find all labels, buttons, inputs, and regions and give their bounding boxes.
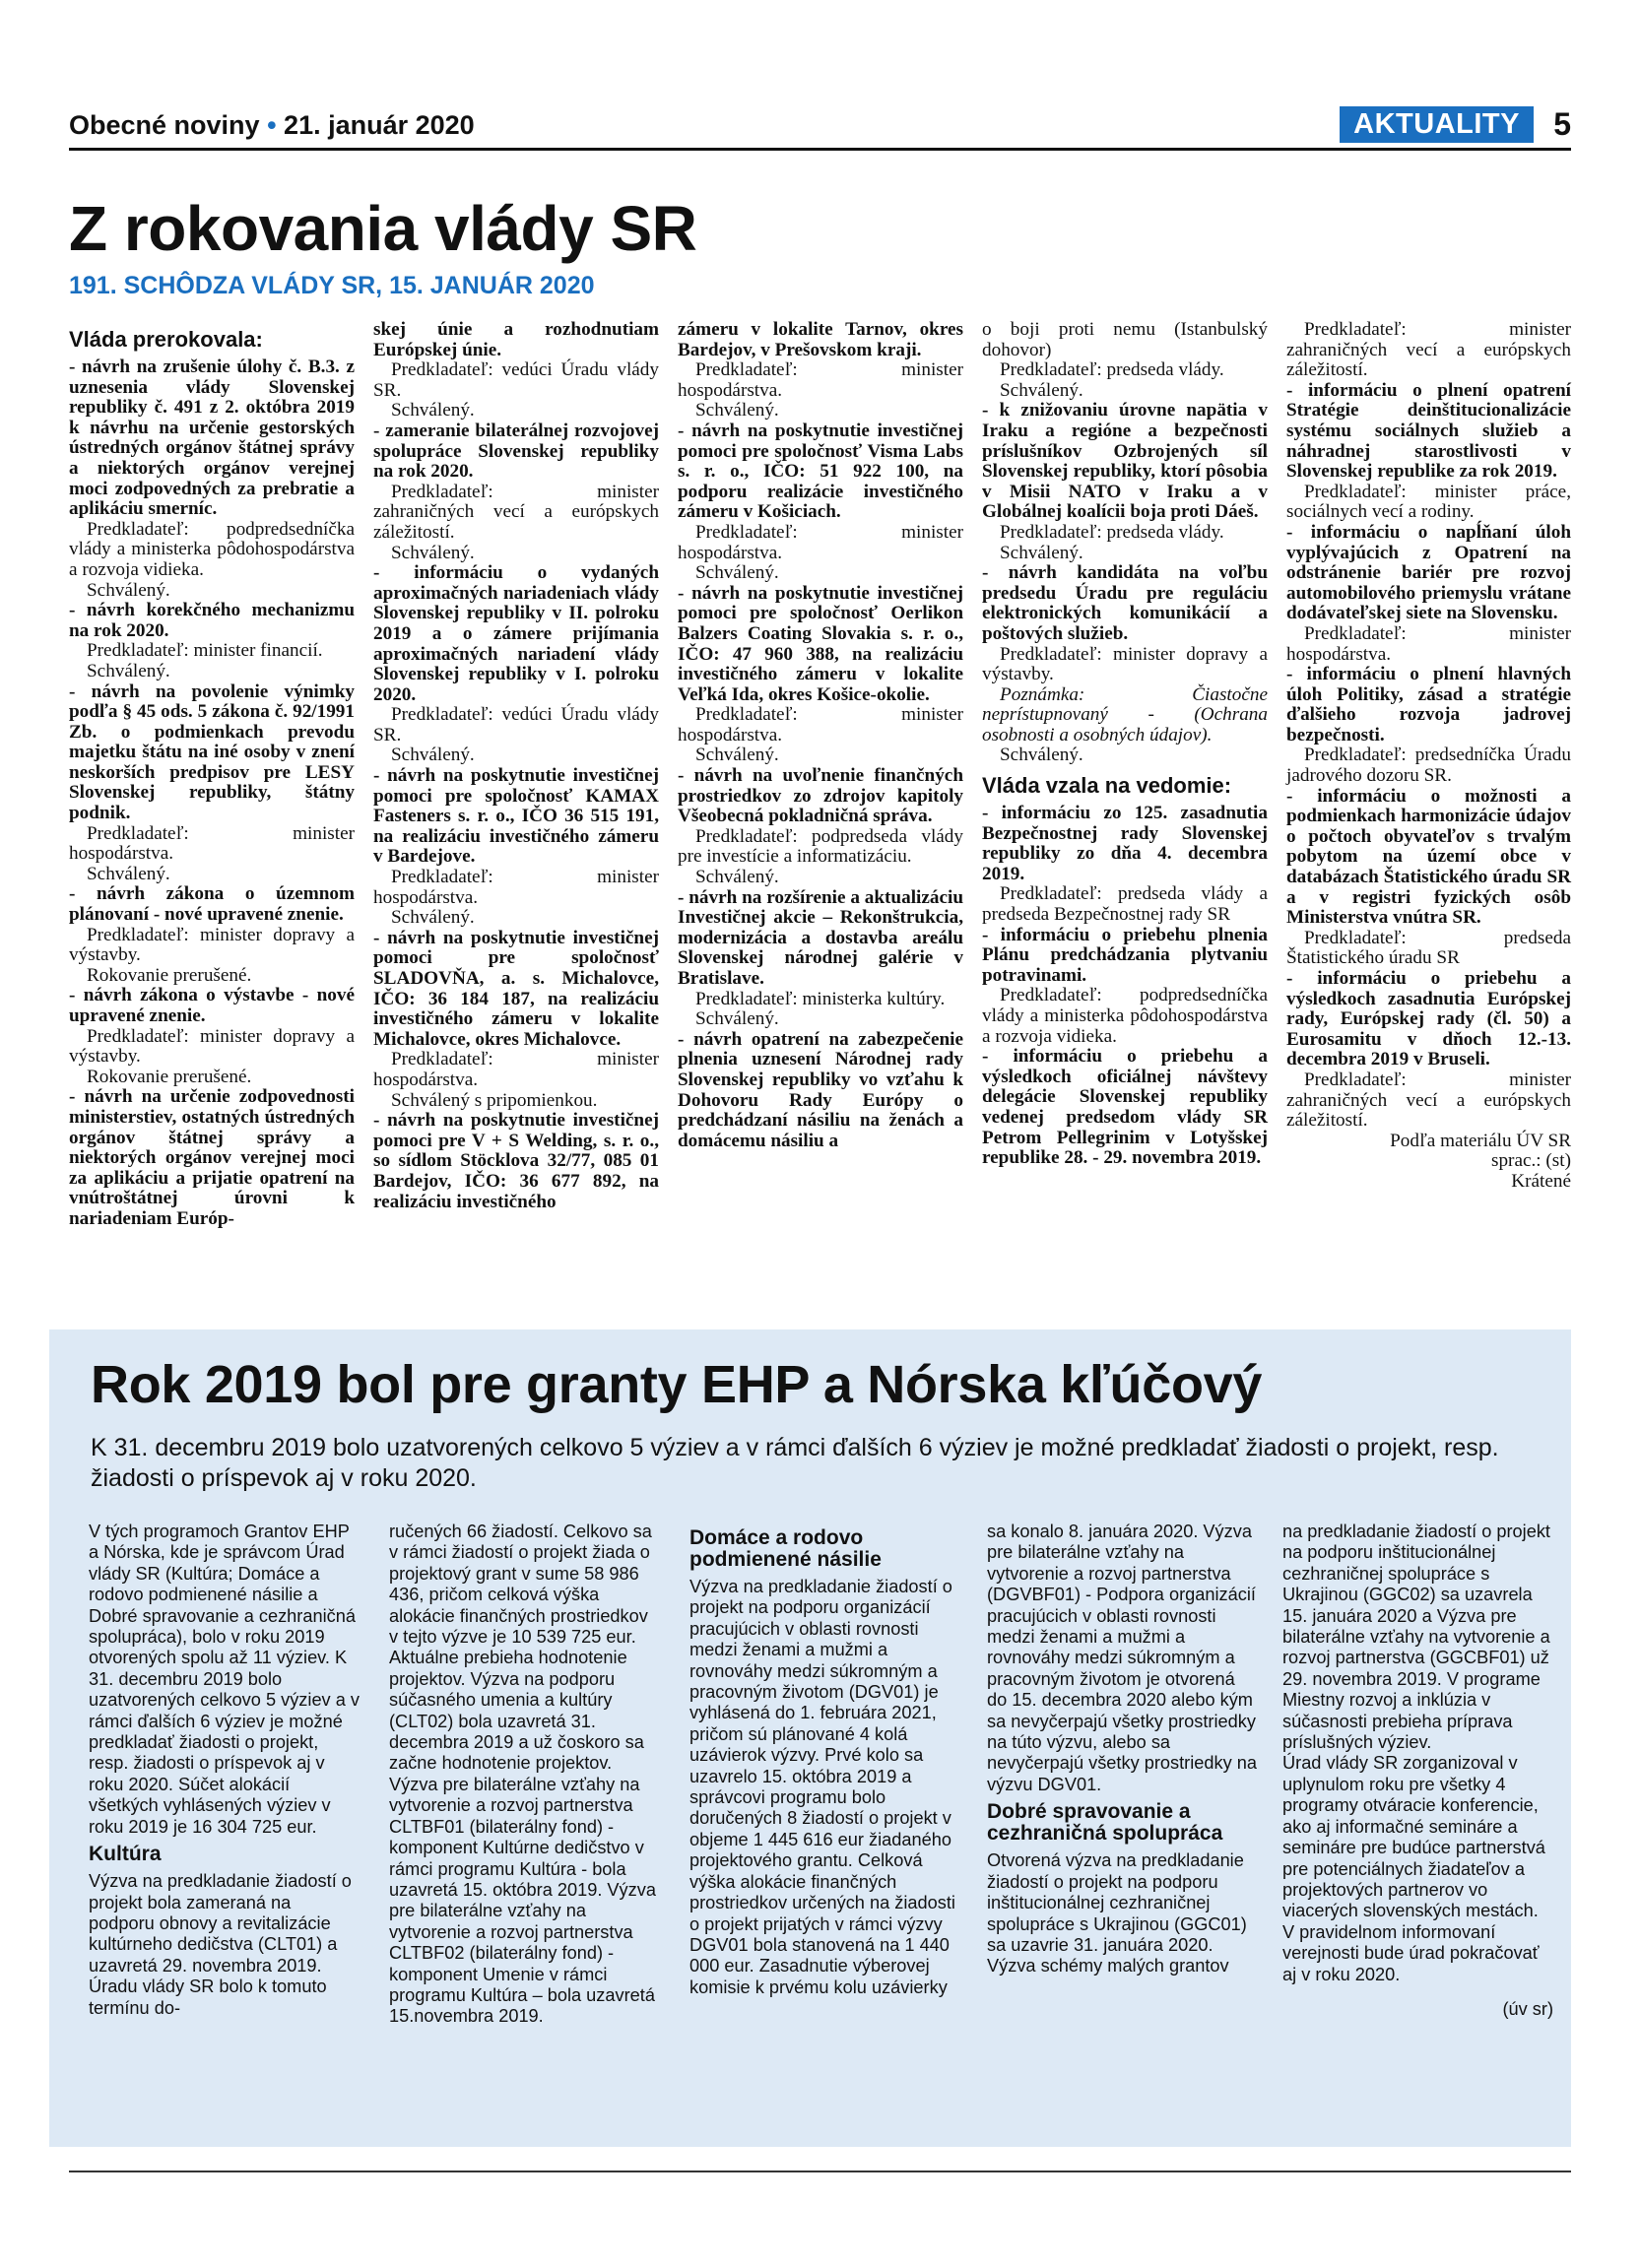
- issue-date: 21. január 2020: [284, 110, 475, 140]
- separator-dot: •: [267, 110, 277, 140]
- paragraph: Úrad vlády SR zorganizoval v uplynulom roku pre všetky 4 programy otváracie konferencie, ako aj informačné semináre a semináre pre budúce partnerstvá pre potenciálnych žiadateľov a projektových partnerov vo viacerých slovenských mestách. V pravidelnom informovaní verejnosti bude úrad pokračovať aj v roku 2020.: [1282, 1753, 1545, 1984]
- paragraph: - návrh na povolenie výnimky podľa § 45 ods. 5 zákona č. 92/1991 Zb. o podmienkach prevodu majetku štátu na iné osoby v znení neskorších predpisov pre LESY Slovenskej republiky, štátny podnik.: [69, 680, 355, 824]
- publication-name: Obecné noviny: [69, 110, 260, 140]
- paragraph: - návrh na poskytnutie investičnej pomoci pre V + S Welding, s. r. o., so sídlom Stöcklova 32/77, 085 01 Bardejov, IČO: 36 677 892, na realizáciu investičného: [373, 1110, 659, 1212]
- paragraph: Predkladateľ: minister zahraničných vecí a európskych záležitostí.: [373, 481, 659, 543]
- article1-column-5: [1286, 320, 1571, 1295]
- article1-column-4: [982, 320, 1268, 1295]
- section-label: AKTUALITY: [1340, 106, 1534, 143]
- paragraph: - návrh na uvoľnenie finančných prostriedkov zo zdrojov kapitoly Všeobecná pokladničná správa.: [678, 765, 963, 827]
- article2-column-3: [689, 1522, 960, 1998]
- paragraph: Predkladateľ: predseda vlády.: [1000, 359, 1224, 381]
- paragraph: Predkladateľ: minister zahraničných vecí a európskych záležitostí.: [1286, 319, 1571, 381]
- article2-lead: K 31. decembru 2019 bolo uzatvorených celkovo 5 výziev a v rámci ďalších 6 výziev je možné predkladať žiadosti o projekt, resp. žiadosti o príspevok aj v roku 2020.: [91, 1434, 1499, 1492]
- paragraph: sprac.: (st): [1491, 1150, 1571, 1172]
- paragraph: - informáciu o priebehu plnenia Plánu predchádzania plytvaniu potravinami.: [982, 924, 1268, 986]
- subheading: Vláda prerokovala:: [69, 327, 263, 352]
- article1-column-1: [69, 320, 355, 1295]
- article1-column-3: [678, 320, 963, 1295]
- paragraph: Predkladateľ: minister hospodárstva.: [678, 521, 963, 563]
- paragraph: Predkladateľ: minister hospodárstva.: [1286, 622, 1571, 665]
- paragraph: Predkladateľ: minister práce, sociálnych vecí a rodiny.: [1286, 481, 1571, 523]
- paragraph: Schválený s pripomienkou.: [391, 1089, 598, 1111]
- paragraph: Schválený.: [695, 400, 779, 421]
- paragraph: - návrh na poskytnutie investičnej pomoci pre spoločnosť Visma Labs s. r. o., IČO: 51 922 100, na podporu realizácie investičného zámeru v Košiciach.: [678, 420, 963, 523]
- header-rule: [69, 148, 1571, 151]
- subheading: Domáce a rodovo podmienené násilie: [689, 1526, 882, 1571]
- paragraph: Predkladateľ: minister zahraničných vecí a európskych záležitostí.: [1286, 1069, 1571, 1132]
- paragraph: Predkladateľ: minister hospodárstva.: [678, 359, 963, 401]
- paragraph: - k znižovaniu úrovne napätia v Iraku a regióne a bezpečnosti príslušníkov Ozbrojených síl Slovenskej republiky, ktorí pôsobia v Misii NATO v Iraku a v Globálnej koalícii boja proti Dáeš.: [982, 400, 1268, 523]
- subheading: Dobré spravovanie a cezhraničná spolupráca: [987, 1800, 1223, 1846]
- paragraph: - informáciu o priebehu a výsledkoch oficiálnej návštevy delegácie Slovenskej republiky vedenej predsedom vlády SR Petrom Pellegrinim v Lotyšskej republike 28. - 29. novembra 2019.: [982, 1046, 1268, 1169]
- paragraph: - informáciu o napĺňaní úloh vyplývajúcich z Opatrení na odstránenie bariér pre rozvoj automobilového priemyslu vrátane dodávateľskej siete na Slovensku.: [1286, 521, 1571, 624]
- paragraph: Predkladateľ: podpredsedníčka vlády a ministerka pôdohospodárstva a rozvoja vidieka.: [982, 985, 1268, 1047]
- paragraph: Predkladateľ: minister hospodárstva.: [678, 704, 963, 745]
- paragraph: - návrh na poskytnutie investičnej pomoci pre spoločnosť Oerlikon Balzers Coating Slovakia s. r. o., IČO: 47 960 388, na realizáciu investičného zámeru v lokalite Veľká Ida, okres Košice-okolie.: [678, 582, 963, 705]
- paragraph: Krátené: [1511, 1170, 1571, 1192]
- page-number: 5: [1553, 106, 1571, 142]
- article2-column-5: [1282, 1522, 1553, 2020]
- paragraph: - zameranie bilaterálnej rozvojovej spolupráce Slovenskej republiky na rok 2020.: [373, 420, 659, 483]
- paragraph: - informáciu o plnení hlavných úloh Politiky, zásad a stratégie ďalšieho rozvoja jadrovej bezpečnosti.: [1286, 664, 1571, 745]
- paragraph: Predkladateľ: predseda Štatistického úradu SR: [1286, 927, 1571, 969]
- article2-title: Rok 2019 bol pre granty EHP a Nórska kľúčový: [91, 1355, 1263, 1414]
- paragraph: - návrh korekčného mechanizmu na rok 2020.: [69, 600, 355, 641]
- paragraph: Schválený.: [695, 562, 779, 584]
- paragraph: Schválený.: [1000, 745, 1083, 766]
- paragraph: - návrh na poskytnutie investičnej pomoci pre spoločnosť KAMAX Fasteners s. r. o., IČO 36 515 191, na realizáciu investičného zámeru v Bardejove.: [373, 765, 659, 868]
- paragraph: o boji proti nemu (Istanbulský dohovor): [982, 319, 1268, 360]
- paragraph: Výzva na predkladanie žiadostí o projekt bola zameraná na podporu obnovy a revitalizácie kultúrneho dedičstva (CLT01) a uzavretá 29. novembra 2019. Úradu vlády SR bolo k tomuto termínu do-: [89, 1871, 352, 2018]
- paragraph: - informáciu o možnosti a podmienkach harmonizácie údajov o počtoch obyvateľov s trvalým pobytom na území obce v databázach Štatistického úradu SR a v registri fyzických osôb Ministerstva vnútra SR.: [1286, 785, 1571, 929]
- paragraph: Schválený.: [1000, 379, 1083, 401]
- paragraph: Predkladateľ: minister financií.: [87, 640, 323, 662]
- paragraph: V tých programoch Grantov EHP a Nórska, kde je správcom Úrad vlády SR (Kultúra; Domáce a rodovo podmienené násilie a Dobré spravovanie a cezhraničná spolupráca), bolo v roku 2019 otvorených spolu až 11 výziev. K 31. decembru 2019 bolo uzatvorených celkovo 5 výziev a v rámci ďalších 6 výziev je možné predkladať žiadosti o projekt, resp. žiadosti o príspevok aj v roku 2020. Súčet alokácií všetkých vyhlásených výziev v roku 2019 je 16 304 725 eur.: [89, 1522, 360, 1837]
- paragraph: zámeru v lokalite Tarnov, okres Bardejov, v Prešovskom kraji.: [678, 319, 963, 360]
- paragraph: Predkladateľ: podpredseda vlády pre investície a informatizáciu.: [678, 825, 963, 868]
- paragraph: Predkladateľ: predsedníčka Úradu jadrového dozoru SR.: [1286, 745, 1571, 787]
- paragraph: - návrh na určenie zodpovednosti ministerstiev, ostatných ústredných orgánov štátnej správy a niektorých orgánov verejnej moci za aplikáciu a prijatie opatrení na vnútroštátnej úrovni k nariadeniam Európ-: [69, 1086, 355, 1229]
- paragraph: Predkladateľ: ministerka kultúry.: [695, 988, 946, 1009]
- paragraph: - návrh na poskytnutie investičnej pomoci pre spoločnosť SLADOVŇA, a. s. Michalovce, IČO: 36 184 187, na realizáciu investičného zámeru v lokalite Michalovce, okres Michalovce.: [373, 927, 659, 1050]
- paragraph: Predkladateľ: minister dopravy a výstavby.: [69, 924, 355, 966]
- paragraph: - informáciu o vydaných aproximačných nariadeniach vlády Slovenskej republiky v II. polroku 2019 a o zámere prijímania aproximačných nariadení vlády Slovenskej republiky v I. polroku 2020.: [373, 562, 659, 705]
- paragraph: Schválený.: [695, 1008, 779, 1030]
- paragraph: Schválený.: [391, 542, 475, 563]
- paragraph: Schválený.: [87, 579, 170, 601]
- paragraph: Schválený.: [87, 863, 170, 884]
- paragraph: Schválený.: [1000, 542, 1083, 563]
- paragraph: Predkladateľ: vedúci Úradu vlády SR.: [373, 704, 659, 745]
- paragraph: Predkladateľ: minister hospodárstva.: [373, 867, 659, 908]
- paragraph: Schválený.: [391, 745, 475, 766]
- subheading: Kultúra: [89, 1843, 162, 1866]
- paragraph: - návrh opatrení na zabezpečenie plnenia uznesení Národnej rady Slovenskej republiky vo vzťahu k Dohovoru Rady Európy o predchádzaní násiliu na ženách a domácemu násiliu a: [678, 1028, 963, 1151]
- paragraph: Predkladateľ: minister hospodárstva.: [69, 822, 355, 865]
- paragraph: Predkladateľ: podpredsedníčka vlády a ministerka pôdohospodárstva a rozvoja vidieka.: [69, 518, 355, 580]
- article2-column-4: [987, 1522, 1258, 1977]
- paragraph: ručených 66 žiadostí. Celkovo sa v rámci žiadostí o projekt žiada o projektový grant v sume 58 986 436, pričom celková výška alokácie finančných prostriedkov v tejto výzve je 10 539 725 eur. Aktuálne prebieha hodnotenie projektov. Výzva na podporu súčasného umenia a kultúry (CLT02) bola uzavretá 31. decembra 2019 a už čoskoro sa začne hodnotenie projektov. Výzva pre bilaterálne vzťahy na vytvorenie a rozvoj partnerstva CLTBF01 (bilaterálny fond) - komponent Kultúrne dedičstvo v rámci programu Kultúra - bola uzavretá 15. októbra 2019. Výzva pre bilaterálne vzťahy na vytvorenie a rozvoj partnerstva CLTBF02 (bilaterálny fond) - komponent Umenie v rámci programu Kultúra – bola uzavretá 15.novembra 2019.: [389, 1522, 656, 2027]
- paragraph: Schválený.: [391, 400, 475, 421]
- article1-column-2: [373, 320, 659, 1295]
- subheading: Vláda vzala na vedomie:: [982, 773, 1232, 799]
- paragraph: Rokovanie prerušené.: [87, 964, 252, 986]
- paragraph: (úv sr): [1502, 1998, 1553, 2019]
- paragraph: Schválený.: [695, 867, 779, 888]
- paragraph: - návrh kandidáta na voľbu predsedu Úradu pre reguláciu elektronických komunikácií a poštových služieb.: [982, 562, 1268, 644]
- article1-title: Z rokovania vlády SR: [69, 193, 697, 264]
- paragraph: Predkladateľ: minister dopravy a výstavby.: [69, 1025, 355, 1068]
- footer-rule: [69, 2171, 1571, 2172]
- page-header: [69, 106, 1571, 146]
- paragraph: - návrh na rozšírenie a aktualizáciu Investičnej akcie – Rekonštrukcia, modernizácia a dostavba areálu Slovenskej národnej galérie v Bratislave.: [678, 886, 963, 989]
- paragraph: Schválený.: [87, 660, 170, 681]
- paragraph: - návrh na zrušenie úlohy č. B.3. z uznesenia vlády Slovenskej republiky č. 491 z 2. októbra 2019 k návrhu na určenie gestorských ústredných orgánov štátnej správy a niektorých orgánov verejnej moci zodpovedných za prebratie a aplikáciu smerníc.: [69, 356, 355, 520]
- paragraph: Predkladateľ: minister dopravy a výstavby.: [982, 643, 1268, 685]
- paragraph: Predkladateľ: minister hospodárstva.: [373, 1049, 659, 1090]
- paragraph: Predkladateľ: predseda vlády.: [1000, 521, 1224, 543]
- paragraph: Rokovanie prerušené.: [87, 1066, 252, 1087]
- paragraph: Schválený.: [695, 745, 779, 766]
- article2-column-1: [89, 1522, 360, 2019]
- paragraph: Poznámka: Čiastočne neprístupnovaný - (Ochrana osobnosti a osobných údajov).: [982, 683, 1268, 745]
- article1-subtitle: 191. SCHÔDZA VLÁDY SR, 15. JANUÁR 2020: [69, 272, 595, 299]
- article2-column-2: [389, 1522, 660, 2028]
- paragraph: - informáciu o plnení opatrení Stratégie deinštitucionalizácie systému sociálnych služieb a náhradnej starostlivosti v Slovenskej republike za rok 2019.: [1286, 379, 1571, 483]
- paragraph: Predkladateľ: vedúci Úradu vlády SR.: [373, 359, 659, 401]
- paragraph: - návrh zákona o výstavbe - nové upravené znenie.: [69, 985, 355, 1026]
- paragraph: - návrh zákona o územnom plánovaní - nové upravené znenie.: [69, 883, 355, 926]
- paragraph: Schválený.: [391, 907, 475, 929]
- paragraph: skej únie a rozhodnutiam Európskej únie.: [373, 319, 659, 360]
- paragraph: na predkladanie žiadostí o projekt na podporu inštitucionálnej cezhraničnej spolupráce s Ukrajinou (GGC02) sa uzavrela 15. januára 2020 a Výzva pre bilaterálne vzťahy na vytvorenie a rozvoj partnerstva (GGCBF01) už 29. novembra 2019. V programe Miestny rozvoj a inklúzia v súčasnosti prebieha príprava príslušných výziev.: [1282, 1522, 1550, 1753]
- paragraph: sa konalo 8. januára 2020. Výzva pre bilaterálne vzťahy na vytvorenie a rozvoj partnerstva (DGVBF01) - Podpora organizácií pracujúcich v oblasti rovnosti medzi ženami a mužmi a rovnováhy medzi súkromným a pracovným životom je otvorená do 15. decembra 2020 alebo kým sa nevyčerpajú všetky prostriedky na túto výzvu, alebo sa nevyčerpajú všetky prostriedky na výzvu DGV01.: [987, 1522, 1257, 1794]
- paragraph: Otvorená výzva na predkladanie žiadostí o projekt na podporu inštitucionálnej cezhraničnej spolupráce s Ukrajinou (GGC01) sa uzavrie 31. januára 2020. Výzva schémy malých grantov: [987, 1850, 1247, 1976]
- paragraph: Podľa materiálu ÚV SR: [1390, 1130, 1571, 1151]
- paragraph: Výzva na predkladanie žiadostí o projekt na podporu organizácií pracujúcich v oblasti rovnosti medzi ženami a mužmi a rovnováhy medzi súkromným a pracovným životom (DGV01) je vyhlásená do 1. februára 2021, pričom sú plánované 4 kolá uzávierok výzvy. Prvé kolo sa uzavrelo 15. októbra 2019 a správcovi programu bolo doručených 8 žiadostí o projekt v objeme 1 445 616 eur žiadaného projektového grantu. Celková výška alokácie finančných prostriedkov určených na žiadosti o projekt prijatých v rámci výzvy DGV01 bola stanovená na 1 440 000 eur. Zasadnutie výberovej komisie k prvému kolu uzávierky: [689, 1577, 955, 1997]
- paragraph: - informáciu o priebehu a výsledkoch zasadnutia Európskej rady, Európskej rady (čl. 50) a Eurosamitu v dňoch 12.-13. decembra 2019 v Bruseli.: [1286, 968, 1571, 1070]
- paragraph: - informáciu zo 125. zasadnutia Bezpečnostnej rady Slovenskej republiky zo dňa 4. decembra 2019.: [982, 803, 1268, 884]
- publication-info: [69, 110, 475, 141]
- paragraph: Predkladateľ: predseda vlády a predseda Bezpečnostnej rady SR: [982, 883, 1268, 926]
